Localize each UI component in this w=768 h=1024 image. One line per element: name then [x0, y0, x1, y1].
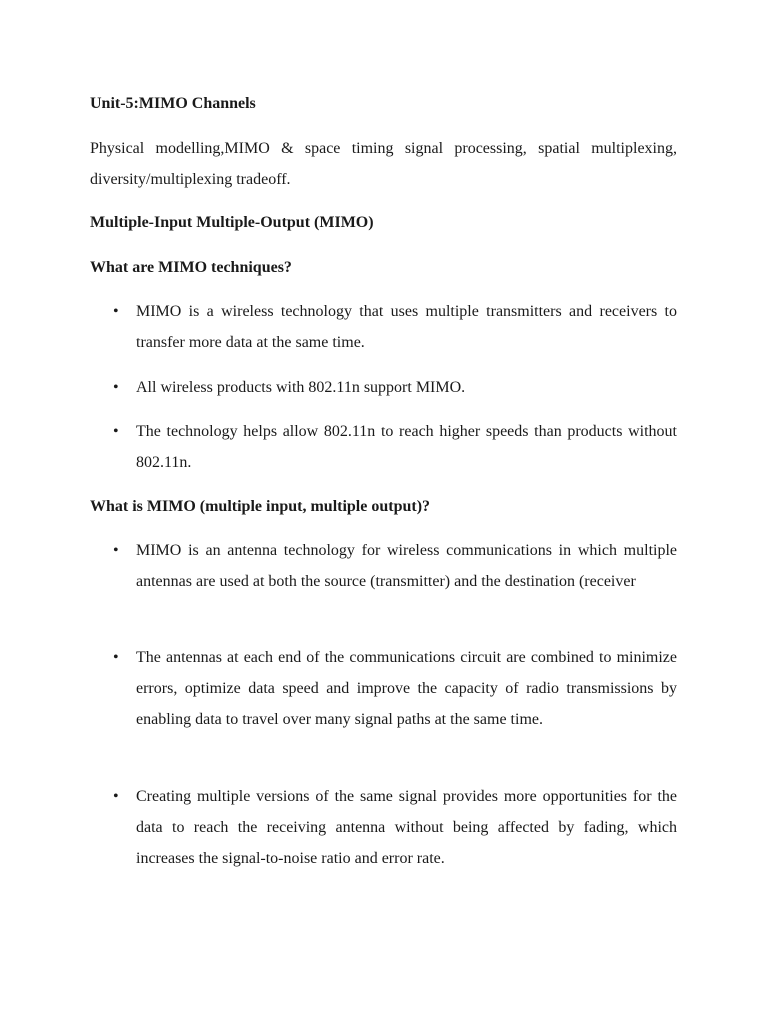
list-item-text: All wireless products with 802.11n support MIMO. — [136, 379, 466, 396]
bullet-icon: • — [113, 303, 119, 320]
bullet-icon: • — [113, 379, 119, 396]
list-item-text: The technology helps allow 802.11n to reach higher speeds than products without 802.11n. — [136, 423, 677, 471]
list-item-text: The antennas at each end of the communications circuit are combined to minimize errors, optimize data speed and improve the capacity of radio transmissions by enabling data to travel over many signal paths at the same time. — [136, 649, 677, 728]
question-heading-techniques: What are MIMO techniques? — [90, 259, 292, 276]
bullet-icon: • — [113, 649, 119, 666]
document-title: Unit-5:MIMO Channels — [90, 95, 256, 112]
bullet-icon: • — [113, 542, 119, 559]
section-heading: Multiple-Input Multiple-Output (MIMO) — [90, 214, 374, 231]
list-item-text: MIMO is a wireless technology that uses multiple transmitters and receivers to transfer more data at the same time. — [136, 303, 677, 351]
question-heading-definition: What is MIMO (multiple input, multiple output)? — [90, 498, 431, 515]
list-item-text: MIMO is an antenna technology for wireless communications in which multiple antennas are used at both the source (transmitter) and the destination (receiver — [136, 542, 677, 590]
intro-paragraph: Physical modelling,MIMO & space timing signal processing, spatial multiplexing, diversity/multiplexing tradeoff. — [90, 140, 677, 188]
bullet-icon: • — [113, 423, 119, 440]
bullet-icon: • — [113, 788, 119, 805]
list-item-text: Creating multiple versions of the same signal provides more opportunities for the data to reach the receiving antenna without being affected by fading, which increases the signal-to-noise ratio and error rate. — [136, 788, 677, 867]
